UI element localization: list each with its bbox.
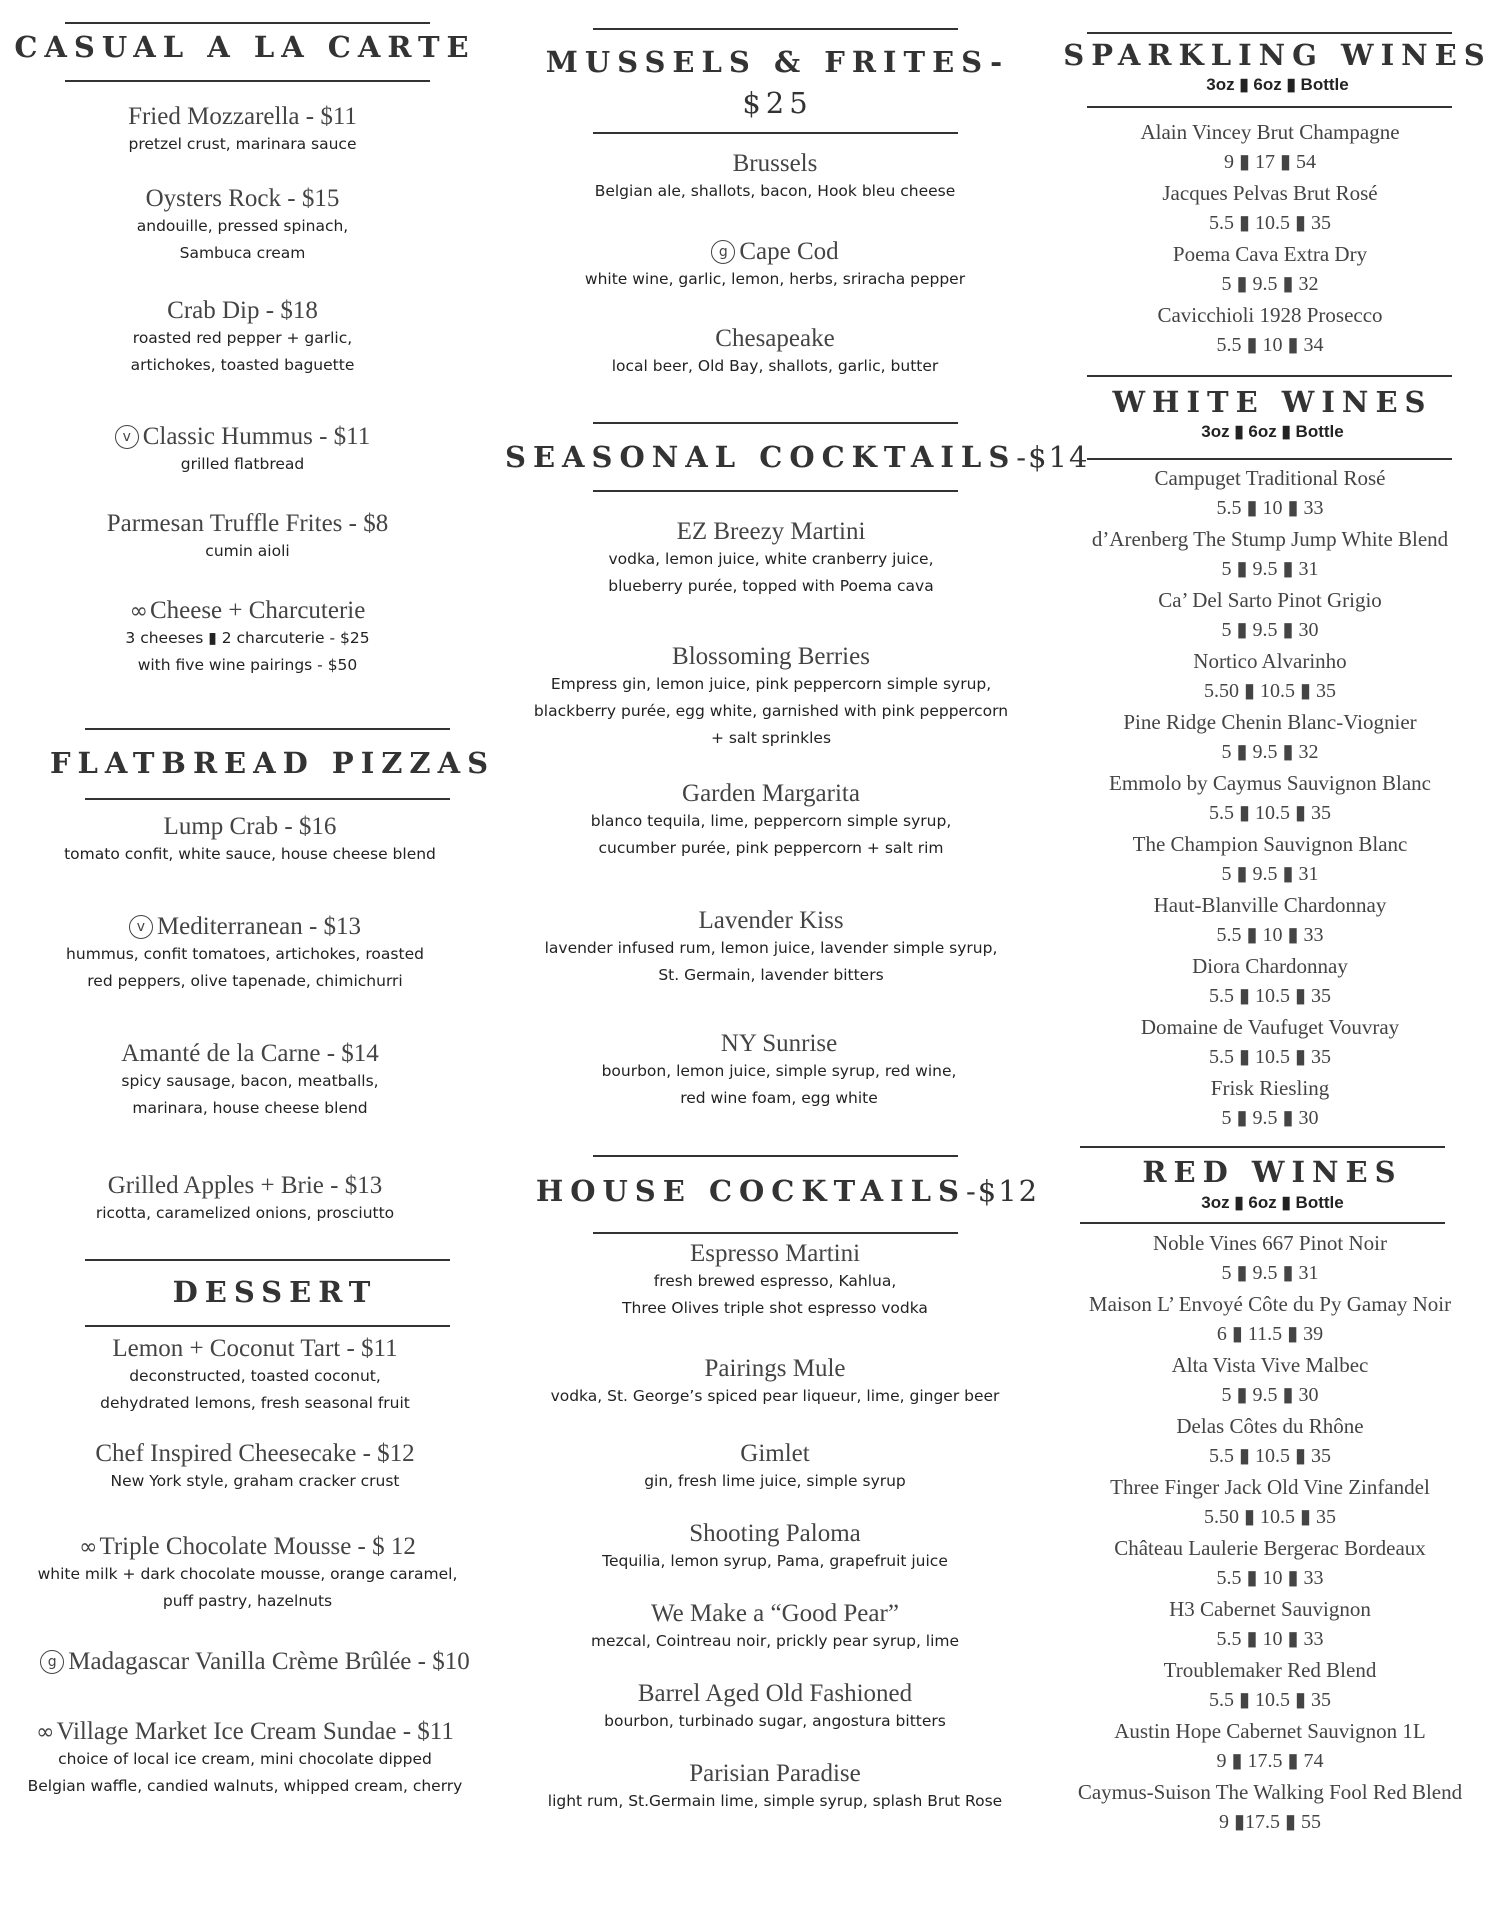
wine-item	[1045, 768, 1495, 828]
item-name	[495, 1240, 1055, 1268]
menu-item	[10, 1440, 500, 1495]
white-heading: WHITE WINES	[1112, 385, 1433, 419]
white-sizes: 3oz ▮ 6oz ▮ Bottle	[1201, 422, 1344, 441]
wine-name: Haut-Blanville Chardonnay	[1153, 893, 1387, 917]
wine-price: 5 ▮ 9.5 ▮ 30	[1221, 619, 1319, 641]
wine-price: 5.5 ▮ 10.5 ▮ 35	[1208, 212, 1331, 234]
infinity-icon: ∞	[79, 1535, 98, 1560]
wine-item	[1045, 829, 1495, 889]
wine-price: 5.5 ▮ 10.5 ▮ 35	[1208, 985, 1331, 1007]
divider	[1087, 32, 1452, 34]
item-description: red peppers, olive tapenade, chimichurri	[87, 972, 403, 990]
divider	[593, 490, 958, 492]
wine-price: 5 ▮ 9.5 ▮ 30	[1221, 1384, 1319, 1406]
item-description: Belgian ale, shallots, bacon, Hook bleu cheese	[594, 182, 956, 200]
item-title: We Make a “Good Pear”	[651, 1600, 899, 1627]
item-name	[495, 150, 1055, 178]
wine-item	[1045, 1777, 1495, 1837]
wine-name: Three Finger Jack Old Vine Zinfandel	[1110, 1475, 1430, 1499]
item-name	[10, 1335, 500, 1363]
menu-item	[0, 185, 500, 267]
item-name	[487, 780, 1055, 808]
item-description: St. Germain, lavender bitters	[658, 966, 884, 984]
menu-item	[0, 1172, 500, 1227]
item-title: Classic Hummus - $11	[142, 423, 371, 450]
item-description: Sambuca cream	[179, 244, 306, 262]
sparkling-heading: SPARKLING WINES	[1063, 38, 1492, 72]
wine-price: 9 ▮ 17.5 ▮ 74	[1216, 1750, 1324, 1772]
item-description: Empress gin, lemon juice, pink peppercorn simple syrup,	[550, 675, 992, 693]
divider	[65, 80, 430, 82]
item-name	[495, 1600, 1055, 1628]
menu-item	[495, 238, 1055, 293]
wine-price: 9 ▮ 17 ▮ 54	[1223, 151, 1316, 173]
wine-name: Alain Vincey Brut Champagne	[1140, 120, 1400, 144]
item-description: choice of local ice cream, mini chocolate dipped	[58, 1750, 432, 1768]
menu-item	[495, 150, 1055, 205]
item-name	[495, 1440, 1055, 1468]
item-title: Oysters Rock - $15	[145, 185, 340, 212]
item-title: Lemon + Coconut Tart - $11	[112, 1335, 398, 1362]
menu-item	[0, 423, 500, 478]
wine-item	[1045, 524, 1495, 584]
item-title: EZ Breezy Martini	[676, 518, 866, 545]
menu-item	[495, 1600, 1055, 1655]
wine-name: Caymus-Suison The Walking Fool Red Blend	[1077, 1780, 1463, 1804]
item-description: andouille, pressed spinach,	[136, 217, 349, 235]
wine-price: 5.5 ▮ 10.5 ▮ 35	[1208, 802, 1331, 824]
item-description: lavender infused rum, lemon juice, lavender simple syrup,	[544, 939, 998, 957]
item-name	[0, 510, 500, 538]
divider	[1087, 375, 1452, 377]
item-description: vodka, lemon juice, white cranberry juice,	[608, 550, 934, 568]
item-name	[0, 297, 500, 325]
item-name	[0, 185, 500, 213]
item-title: Lavender Kiss	[698, 907, 844, 934]
item-name	[0, 103, 500, 131]
item-name	[495, 238, 1055, 266]
divider	[593, 422, 958, 424]
wine-item	[1045, 239, 1495, 299]
wine-item	[1045, 1073, 1495, 1133]
wine-name: The Champion Sauvignon Blanc	[1132, 832, 1408, 856]
menu-item	[495, 1520, 1055, 1575]
item-description: mezcal, Cointreau noir, prickly pear syrup, lime	[590, 1632, 960, 1650]
divider	[1087, 106, 1452, 108]
item-name	[495, 325, 1055, 353]
item-description: 3 cheeses ▮ 2 charcuterie - $25	[125, 629, 370, 647]
menu-item	[495, 1440, 1055, 1495]
item-description: ricotta, caramelized onions, prosciutto	[95, 1204, 395, 1222]
item-title: Brussels	[732, 150, 818, 177]
wine-name: Alta Vista Vive Malbec	[1171, 1353, 1369, 1377]
vegetarian-icon: v	[129, 915, 153, 939]
seasonal-price: -$14	[1016, 440, 1090, 474]
menu-item	[487, 518, 1055, 600]
menu-item	[495, 1355, 1055, 1410]
divider	[65, 22, 430, 24]
wine-name: Pine Ridge Chenin Blanc-Viognier	[1123, 710, 1417, 734]
item-name	[495, 1680, 1055, 1708]
item-title: Lump Crab - $16	[163, 813, 337, 840]
wine-item	[1045, 1533, 1495, 1593]
wine-price: 5.5 ▮ 10 ▮ 34	[1216, 334, 1324, 356]
wine-price: 5 ▮ 9.5 ▮ 31	[1221, 863, 1319, 885]
wine-name: Troublemaker Red Blend	[1163, 1658, 1377, 1682]
wine-name: Noble Vines 667 Pinot Noir	[1152, 1231, 1387, 1255]
menu-item	[487, 907, 1055, 989]
item-description: artichokes, toasted baguette	[130, 356, 355, 374]
infinity-icon: ∞	[36, 1720, 55, 1745]
menu-item	[10, 1335, 500, 1417]
infinity-icon: ∞	[129, 599, 148, 624]
item-title: Madagascar Vanilla Crème Brûlée - $10	[68, 1648, 470, 1675]
mussels-price: $25	[742, 86, 813, 120]
wine-item	[1045, 1655, 1495, 1715]
menu-item	[0, 1718, 500, 1800]
seasonal-title: SEASONAL COCKTAILS	[505, 440, 1017, 474]
wine-name: d’Arenberg The Stump Jump White Blend	[1091, 527, 1449, 551]
menu-item	[0, 510, 500, 565]
item-title: Cheese + Charcuterie	[149, 597, 366, 624]
item-name	[0, 1533, 500, 1561]
item-title: Pairings Mule	[704, 1355, 846, 1382]
divider	[1087, 458, 1452, 460]
dessert-heading: DESSERT	[172, 1275, 378, 1309]
item-description: cucumber purée, pink peppercorn + salt rim	[598, 839, 944, 857]
wine-item	[1045, 646, 1495, 706]
item-description: cumin aioli	[205, 542, 290, 560]
wine-name: Maison L’ Envoyé Côte du Py Gamay Noir	[1088, 1292, 1452, 1316]
menu-item	[495, 1240, 1055, 1322]
house-heading	[520, 1174, 1055, 1208]
item-name	[0, 913, 500, 941]
wine-name: Poema Cava Extra Dry	[1172, 242, 1368, 266]
wine-item	[1045, 1012, 1495, 1072]
wine-price: 5.5 ▮ 10 ▮ 33	[1216, 1628, 1324, 1650]
item-description: gin, fresh lime juice, simple syrup	[644, 1472, 906, 1490]
menu-item	[487, 643, 1055, 752]
item-name	[0, 1718, 500, 1746]
menu-item	[0, 1040, 500, 1122]
item-title: Fried Mozzarella - $11	[128, 103, 357, 130]
item-description: fresh brewed espresso, Kahlua,	[653, 1272, 897, 1290]
wine-name: H3 Cabernet Sauvignon	[1169, 1597, 1371, 1621]
item-title: Triple Chocolate Mousse - $ 12	[99, 1533, 416, 1560]
item-description: pretzel crust, marinara sauce	[128, 135, 357, 153]
flatbread-heading: FLATBREAD PIZZAS	[49, 746, 496, 780]
wine-price: 5.5 ▮ 10 ▮ 33	[1216, 924, 1324, 946]
wine-name: Delas Côtes du Rhône	[1176, 1414, 1364, 1438]
wine-name: Domaine de Vaufuget Vouvray	[1140, 1015, 1400, 1039]
wine-item	[1045, 117, 1495, 177]
menu-item	[0, 1533, 500, 1615]
item-description: + salt sprinkles	[710, 729, 832, 747]
item-description: bourbon, turbinado sugar, angostura bitters	[604, 1712, 946, 1730]
item-name	[0, 423, 500, 451]
wine-price: 5.5 ▮ 10.5 ▮ 35	[1208, 1689, 1331, 1711]
wine-price: 5 ▮ 9.5 ▮ 31	[1221, 1262, 1319, 1284]
item-name	[0, 1172, 500, 1200]
wine-item	[1045, 951, 1495, 1011]
divider	[85, 798, 450, 800]
wine-name: Cavicchioli 1928 Prosecco	[1157, 303, 1383, 327]
item-name	[487, 643, 1055, 671]
item-description: white wine, garlic, lemon, herbs, sriracha pepper	[584, 270, 966, 288]
wine-name: Diora Chardonnay	[1192, 954, 1348, 978]
item-description: Tequilia, lemon syrup, Pama, grapefruit juice	[602, 1552, 948, 1570]
item-description: Three Olives triple shot espresso vodka	[622, 1299, 928, 1317]
sparkling-sizes: 3oz ▮ 6oz ▮ Bottle	[1206, 75, 1349, 94]
wine-name: Campuget Traditional Rosé	[1154, 466, 1386, 490]
wine-name: Jacques Pelvas Brut Rosé	[1162, 181, 1378, 205]
divider	[593, 132, 958, 134]
wine-price: 5.5 ▮ 10 ▮ 33	[1216, 1567, 1324, 1589]
item-title: Chesapeake	[715, 325, 835, 352]
item-description: light rum, St.Germain lime, simple syrup, splash Brut Rose	[547, 1792, 1003, 1810]
item-description: white milk + dark chocolate mousse, orange caramel,	[37, 1565, 458, 1583]
item-description: New York style, graham cracker crust	[110, 1472, 400, 1490]
item-description: marinara, house cheese blend	[132, 1099, 368, 1117]
item-title: Blossoming Berries	[672, 643, 870, 670]
menu-item	[495, 1760, 1055, 1815]
divider	[593, 1232, 958, 1234]
wine-item	[1045, 178, 1495, 238]
menu-item	[503, 1030, 1055, 1112]
wine-name: Emmolo by Caymus Sauvignon Blanc	[1109, 771, 1431, 795]
item-description: blanco tequila, lime, peppercorn simple syrup,	[590, 812, 952, 830]
item-title: Mediterranean - $13	[156, 913, 362, 940]
item-name	[10, 1440, 500, 1468]
item-description: grilled flatbread	[180, 455, 305, 473]
house-price: -$12	[965, 1174, 1040, 1208]
wine-price: 9 ▮17.5 ▮ 55	[1218, 1811, 1321, 1833]
item-description: spicy sausage, bacon, meatballs,	[121, 1072, 379, 1090]
item-title: Chef Inspired Cheesecake - $12	[95, 1440, 415, 1467]
wine-item	[1045, 1472, 1495, 1532]
wine-name: Château Laulerie Bergerac Bordeaux	[1114, 1536, 1426, 1560]
divider	[593, 1155, 958, 1157]
casual-heading: CASUAL A LA CARTE	[14, 30, 476, 64]
item-description: deconstructed, toasted coconut,	[129, 1367, 381, 1385]
wine-price: 5 ▮ 9.5 ▮ 31	[1221, 558, 1319, 580]
item-description: hummus, confit tomatoes, artichokes, roasted	[66, 945, 424, 963]
wine-item	[1045, 463, 1495, 523]
wine-name: Nortico Alvarinho	[1193, 649, 1347, 673]
wine-item	[1045, 1716, 1495, 1776]
divider	[1080, 1222, 1445, 1224]
item-description: dehydrated lemons, fresh seasonal fruit	[100, 1394, 410, 1412]
wine-item	[1045, 585, 1495, 645]
item-description: vodka, St. George’s spiced pear liqueur, lime, ginger beer	[550, 1387, 1000, 1405]
item-name	[495, 1760, 1055, 1788]
menu-item	[495, 1680, 1055, 1735]
wine-item	[1045, 1411, 1495, 1471]
gluten-free-icon: g	[40, 1650, 64, 1674]
item-name	[487, 518, 1055, 546]
divider	[85, 1259, 450, 1261]
item-name	[0, 1040, 500, 1068]
menu-item	[0, 597, 500, 679]
item-name	[495, 1520, 1055, 1548]
item-name	[503, 1030, 1055, 1058]
wine-name: Austin Hope Cabernet Sauvignon 1L	[1114, 1719, 1426, 1743]
red-heading: RED WINES	[1142, 1155, 1403, 1189]
item-description: with five wine pairings - $50	[137, 656, 358, 674]
wine-price: 5.5 ▮ 10.5 ▮ 35	[1208, 1046, 1331, 1068]
item-description: blueberry purée, topped with Poema cava	[608, 577, 934, 595]
divider	[593, 28, 958, 30]
menu-item	[0, 297, 500, 379]
divider	[85, 728, 450, 730]
wine-price: 5.5 ▮ 10.5 ▮ 35	[1208, 1445, 1331, 1467]
wine-name: Ca’ Del Sarto Pinot Grigio	[1158, 588, 1382, 612]
item-description: local beer, Old Bay, shallots, garlic, butter	[611, 357, 939, 375]
wine-price: 5 ▮ 9.5 ▮ 30	[1221, 1107, 1319, 1129]
item-title: Shooting Paloma	[689, 1520, 861, 1547]
item-title: Village Market Ice Cream Sundae - $11	[56, 1718, 454, 1745]
item-title: Amanté de la Carne - $14	[121, 1040, 379, 1067]
wine-price: 5 ▮ 9.5 ▮ 32	[1221, 741, 1319, 763]
wine-item	[1045, 1350, 1495, 1410]
item-title: NY Sunrise	[720, 1030, 838, 1057]
wine-price: 5 ▮ 9.5 ▮ 32	[1221, 273, 1319, 295]
menu-item	[0, 913, 500, 995]
item-title: Grilled Apples + Brie - $13	[107, 1172, 383, 1199]
item-description: roasted red pepper + garlic,	[132, 329, 353, 347]
item-description: puff pastry, hazelnuts	[162, 1592, 333, 1610]
menu-item	[0, 103, 500, 158]
mussels-heading: MUSSELS & FRITES-	[545, 45, 1010, 79]
red-sizes: 3oz ▮ 6oz ▮ Bottle	[1201, 1193, 1344, 1212]
menu-item	[0, 813, 500, 868]
item-description: bourbon, lemon juice, simple syrup, red wine,	[601, 1062, 957, 1080]
menu-item	[487, 780, 1055, 862]
wine-item	[1045, 1228, 1495, 1288]
item-title: Espresso Martini	[689, 1240, 861, 1267]
item-title: Parmesan Truffle Frites - $8	[106, 510, 389, 537]
wine-item	[1045, 1289, 1495, 1349]
item-title: Gimlet	[740, 1440, 810, 1467]
wine-item	[1045, 1594, 1495, 1654]
item-title: Barrel Aged Old Fashioned	[637, 1680, 913, 1707]
seasonal-heading	[505, 440, 1090, 474]
divider	[1080, 1146, 1445, 1148]
divider	[85, 1325, 450, 1327]
item-name	[0, 597, 500, 625]
item-name	[487, 907, 1055, 935]
wine-item	[1045, 890, 1495, 950]
item-title: Parisian Paradise	[689, 1760, 861, 1787]
item-title: Cape Cod	[739, 238, 839, 265]
item-name	[495, 1355, 1055, 1383]
item-description: red wine foam, egg white	[680, 1089, 878, 1107]
wine-price: 5.50 ▮ 10.5 ▮ 35	[1203, 1506, 1336, 1528]
wine-price: 5.5 ▮ 10 ▮ 33	[1216, 497, 1324, 519]
menu-item	[10, 1648, 500, 1676]
wine-item	[1045, 300, 1495, 360]
wine-item	[1045, 707, 1495, 767]
wine-name: Frisk Riesling	[1210, 1076, 1330, 1100]
item-title: Crab Dip - $18	[167, 297, 318, 324]
wine-price: 6 ▮ 11.5 ▮ 39	[1216, 1323, 1324, 1345]
gluten-free-icon: g	[711, 240, 735, 264]
item-description: tomato confit, white sauce, house cheese blend	[64, 845, 436, 863]
item-description: blackberry purée, egg white, garnished with pink peppercorn	[533, 702, 1009, 720]
item-name	[10, 1648, 500, 1676]
vegetarian-icon: v	[115, 425, 139, 449]
wine-price: 5.50 ▮ 10.5 ▮ 35	[1203, 680, 1336, 702]
item-title: Garden Margarita	[682, 780, 860, 807]
item-name	[0, 813, 500, 841]
house-title: HOUSE COCKTAILS	[535, 1174, 966, 1208]
item-description: Belgian waffle, candied walnuts, whipped cream, cherry	[27, 1777, 463, 1795]
menu-item	[495, 325, 1055, 380]
